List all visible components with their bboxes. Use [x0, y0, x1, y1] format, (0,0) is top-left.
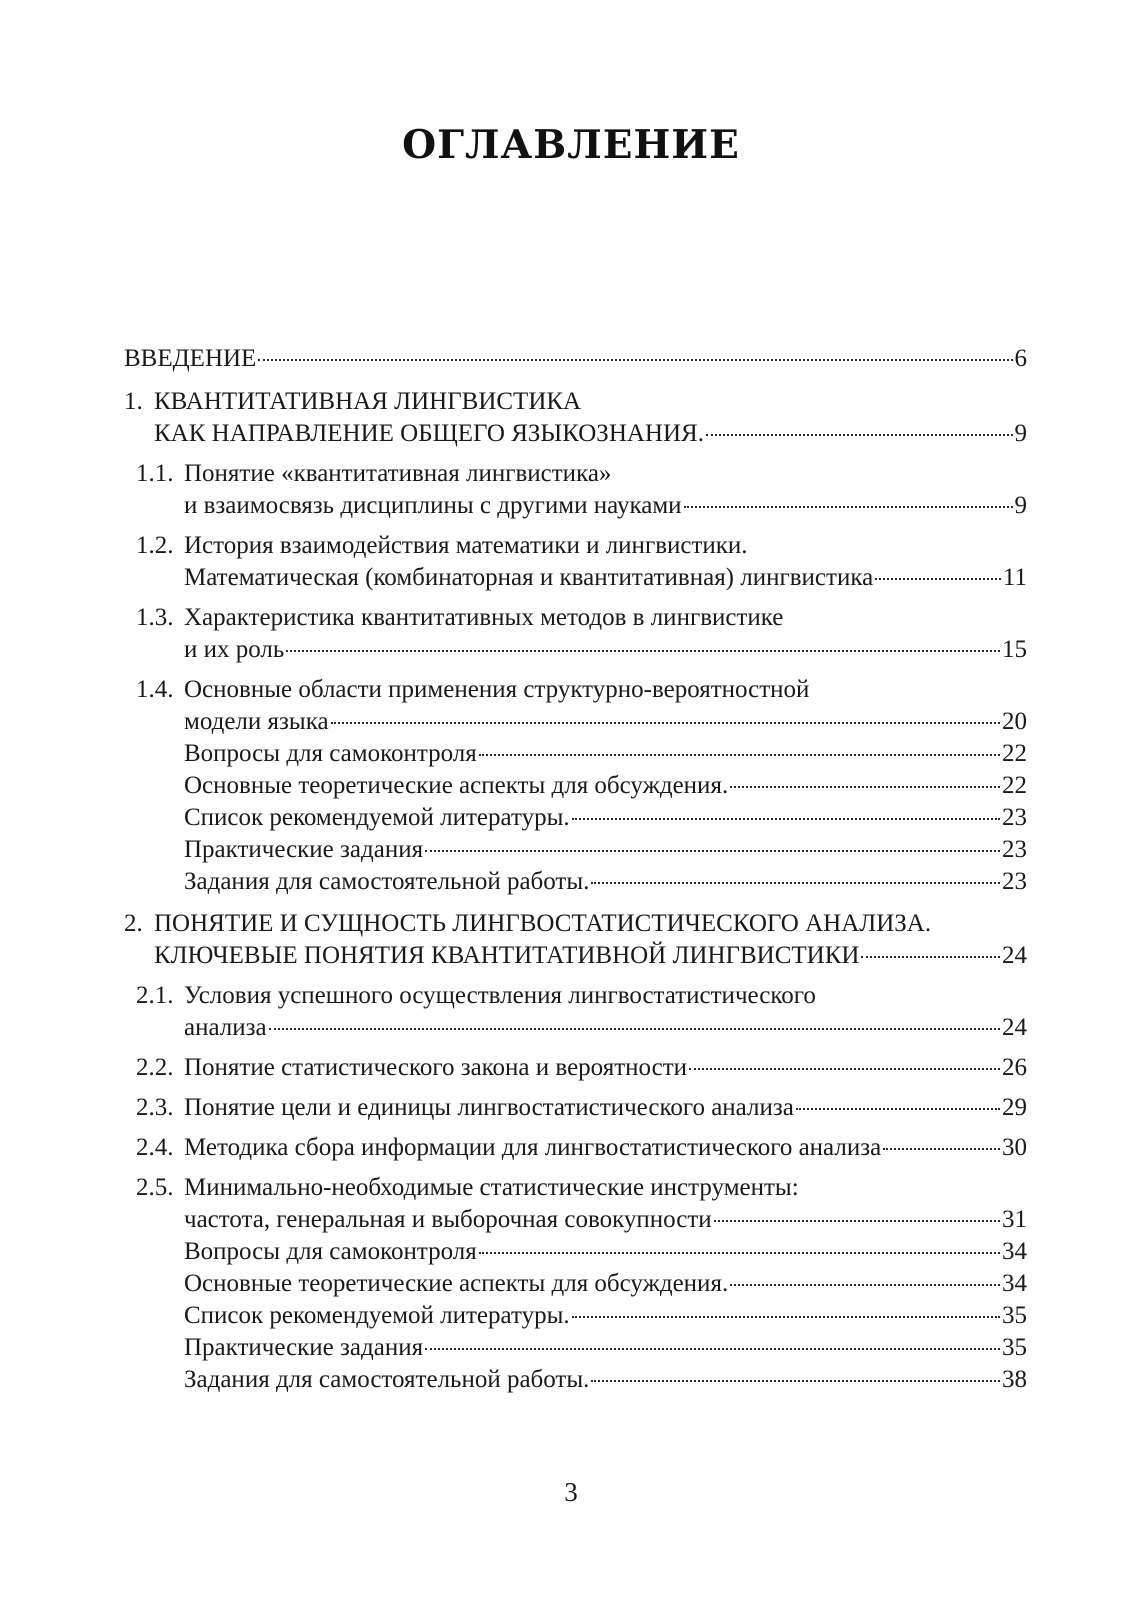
toc-page-number: 35 — [1002, 1302, 1027, 1329]
toc-number: 1.2. — [136, 532, 174, 559]
toc-entry-title: Вопросы для самоконтроля — [184, 740, 477, 767]
toc-entry-title: История взаимодействия математики и лингвистики. — [184, 532, 748, 559]
leader-dots — [479, 754, 1000, 756]
toc-page-number: 31 — [1002, 1206, 1027, 1233]
toc-entry-title: Минимально-необходимые статистические инструменты: — [184, 1174, 799, 1201]
toc-section-1-3-line2[interactable] — [184, 634, 1027, 666]
toc-entry-title-cont: Математическая (комбинаторная и квантитативная) лингвистика — [184, 564, 874, 591]
toc-extra-literature[interactable] — [184, 802, 1027, 834]
toc-number: 1. — [124, 388, 143, 415]
toc-page-number: 6 — [1014, 345, 1027, 372]
toc-extra-questions[interactable] — [184, 738, 1027, 770]
toc-page-number: 22 — [1002, 740, 1027, 767]
toc-chapter-2-line1[interactable] — [124, 908, 1027, 940]
toc-entry-title-cont: КАК НАПРАВЛЕНИЕ ОБЩЕГО ЯЗЫКОЗНАНИЯ. — [154, 420, 704, 447]
toc-number: 2.2. — [136, 1054, 174, 1081]
toc-extra-practice[interactable] — [184, 1332, 1027, 1364]
toc-page-number: 34 — [1002, 1238, 1027, 1265]
toc-section-2-1-line1[interactable] — [136, 980, 1027, 1012]
leader-dots — [331, 722, 1000, 724]
toc-section-2-3[interactable] — [136, 1092, 1027, 1124]
toc-page-number: 34 — [1002, 1270, 1027, 1297]
toc-number: 2.5. — [136, 1174, 174, 1201]
page-title: ОГЛАВЛЕНИЕ — [402, 122, 740, 168]
toc-entry-title: Основные области применения структурно-вероятностной — [184, 676, 810, 703]
toc-entry-title-cont: анализа — [184, 1014, 267, 1041]
toc-number: 2.1. — [136, 982, 174, 1009]
toc-page-number: 11 — [1002, 564, 1027, 591]
toc-entry-title: Методика сбора информации для лингвостатистического анализа — [184, 1134, 882, 1161]
toc-section-1-2-line2[interactable] — [184, 562, 1027, 594]
toc-page-number: 35 — [1002, 1334, 1027, 1361]
toc-number: 1.4. — [136, 676, 174, 703]
toc-page-number: 20 — [1002, 708, 1027, 735]
leader-dots — [706, 434, 1013, 436]
toc-entry-title: ПОНЯТИЕ И СУЩНОСТЬ ЛИНГВОСТАТИСТИЧЕСКОГО АНАЛИЗА. — [154, 910, 932, 937]
toc-page-number: 38 — [1002, 1366, 1027, 1393]
toc-page-number: 23 — [1002, 868, 1027, 895]
toc-entry-title: Список рекомендуемой литературы. — [184, 1302, 570, 1329]
toc-page-number: 26 — [1002, 1054, 1027, 1081]
toc-entry-title: Практические задания — [184, 1334, 424, 1361]
leader-dots — [591, 882, 1000, 884]
toc-entry-title: Задания для самостоятельной работы. — [184, 1366, 590, 1393]
leader-dots — [796, 1108, 1000, 1110]
toc-entry-title: Основные теоретические аспекты для обсуждения. — [184, 772, 729, 799]
toc-entry-title: Понятие цели и единицы лингвостатистического анализа — [184, 1094, 794, 1121]
toc-section-2-1-line2[interactable] — [184, 1012, 1027, 1044]
toc-extra-theory[interactable] — [184, 770, 1027, 802]
leader-dots — [258, 359, 1012, 361]
leader-dots — [714, 1220, 1000, 1222]
toc-entry-title-cont: и взаимосвязь дисциплины с другими науками — [184, 492, 682, 519]
toc-page-number: 24 — [1002, 1014, 1027, 1041]
toc-entry-title: КВАНТИТАТИВНАЯ ЛИНГВИСТИКА — [154, 388, 582, 415]
toc-section-1-1-line2[interactable] — [184, 490, 1027, 522]
toc-chapter-2-line2[interactable] — [154, 940, 1027, 972]
leader-dots — [269, 1028, 1000, 1030]
toc-entry-title: Практические задания — [184, 836, 424, 863]
toc-entry-title: Задания для самостоятельной работы. — [184, 868, 590, 895]
leader-dots — [684, 506, 1013, 508]
toc-chapter-1-line1[interactable] — [124, 386, 1027, 418]
leader-dots — [861, 956, 1000, 958]
toc-entry-title: Вопросы для самоконтроля — [184, 1238, 477, 1265]
toc-entry-title-cont: и их роль — [184, 636, 285, 663]
toc-section-1-4-line2[interactable] — [184, 706, 1027, 738]
toc-page-number: 15 — [1002, 636, 1027, 663]
toc-page-number: 9 — [1014, 420, 1027, 447]
toc-extra-self-work[interactable] — [184, 866, 1027, 898]
toc-section-1-1-line1[interactable] — [136, 458, 1027, 490]
leader-dots — [572, 818, 1000, 820]
toc-entry-title-cont: частота, генеральная и выборочная совокупности — [184, 1206, 712, 1233]
toc-section-2-2[interactable] — [136, 1052, 1027, 1084]
toc-section-1-4-line1[interactable] — [136, 674, 1027, 706]
page-number: 3 — [564, 1477, 578, 1507]
leader-dots — [689, 1068, 1000, 1070]
leader-dots — [286, 650, 1000, 652]
leader-dots — [591, 1380, 1000, 1382]
toc-number: 2. — [124, 910, 143, 937]
leader-dots — [730, 786, 1000, 788]
toc-entry-introduction[interactable] — [124, 343, 1027, 375]
toc-number: 2.3. — [136, 1094, 174, 1121]
toc-page-number: 23 — [1002, 804, 1027, 831]
leader-dots — [875, 578, 1001, 580]
toc-entry-title: Основные теоретические аспекты для обсуждения. — [184, 1270, 729, 1297]
toc-entry-title-cont: модели языка — [184, 708, 329, 735]
toc-chapter-1-line2[interactable] — [154, 418, 1027, 450]
toc-entry-title: Характеристика квантитативных методов в лингвистике — [184, 604, 784, 631]
toc-section-2-5-line1[interactable] — [136, 1172, 1027, 1204]
toc-entry-title-cont: КЛЮЧЕВЫЕ ПОНЯТИЯ КВАНТИТАТИВНОЙ ЛИНГВИСТИКИ — [154, 942, 860, 969]
toc-extra-literature[interactable] — [184, 1300, 1027, 1332]
toc-page-number: 23 — [1002, 836, 1027, 863]
leader-dots — [572, 1316, 1000, 1318]
toc-number: 1.1. — [136, 460, 174, 487]
toc-section-1-2-line1[interactable] — [136, 530, 1027, 562]
toc-page-number: 30 — [1002, 1134, 1027, 1161]
toc-entry-title: Понятие «квантитативная лингвистика» — [184, 460, 612, 487]
toc-section-2-4[interactable] — [136, 1132, 1027, 1164]
leader-dots — [730, 1284, 1000, 1286]
toc-entry-title: Список рекомендуемой литературы. — [184, 804, 570, 831]
toc-page-number: 24 — [1002, 942, 1027, 969]
toc-number: 2.4. — [136, 1134, 174, 1161]
toc-page-number: 22 — [1002, 772, 1027, 799]
toc-section-1-3-line1[interactable] — [136, 602, 1027, 634]
toc-page-number: 9 — [1014, 492, 1027, 519]
toc-entry-title: ВВЕДЕНИЕ — [124, 345, 257, 372]
toc-entry-title: Понятие статистического закона и вероятности — [184, 1054, 688, 1081]
toc-extra-practice[interactable] — [184, 834, 1027, 866]
leader-dots — [425, 1348, 1000, 1350]
toc-extra-self-work[interactable] — [184, 1364, 1027, 1396]
toc-page-number: 29 — [1002, 1094, 1027, 1121]
leader-dots — [883, 1148, 1000, 1150]
toc-entry-title: Условия успешного осуществления лингвостатистического — [184, 982, 816, 1009]
leader-dots — [479, 1252, 1000, 1254]
toc-section-2-5-line2[interactable] — [184, 1204, 1027, 1236]
toc-number: 1.3. — [136, 604, 174, 631]
toc-extra-theory[interactable] — [184, 1268, 1027, 1300]
toc-extra-questions[interactable] — [184, 1236, 1027, 1268]
leader-dots — [425, 850, 1000, 852]
